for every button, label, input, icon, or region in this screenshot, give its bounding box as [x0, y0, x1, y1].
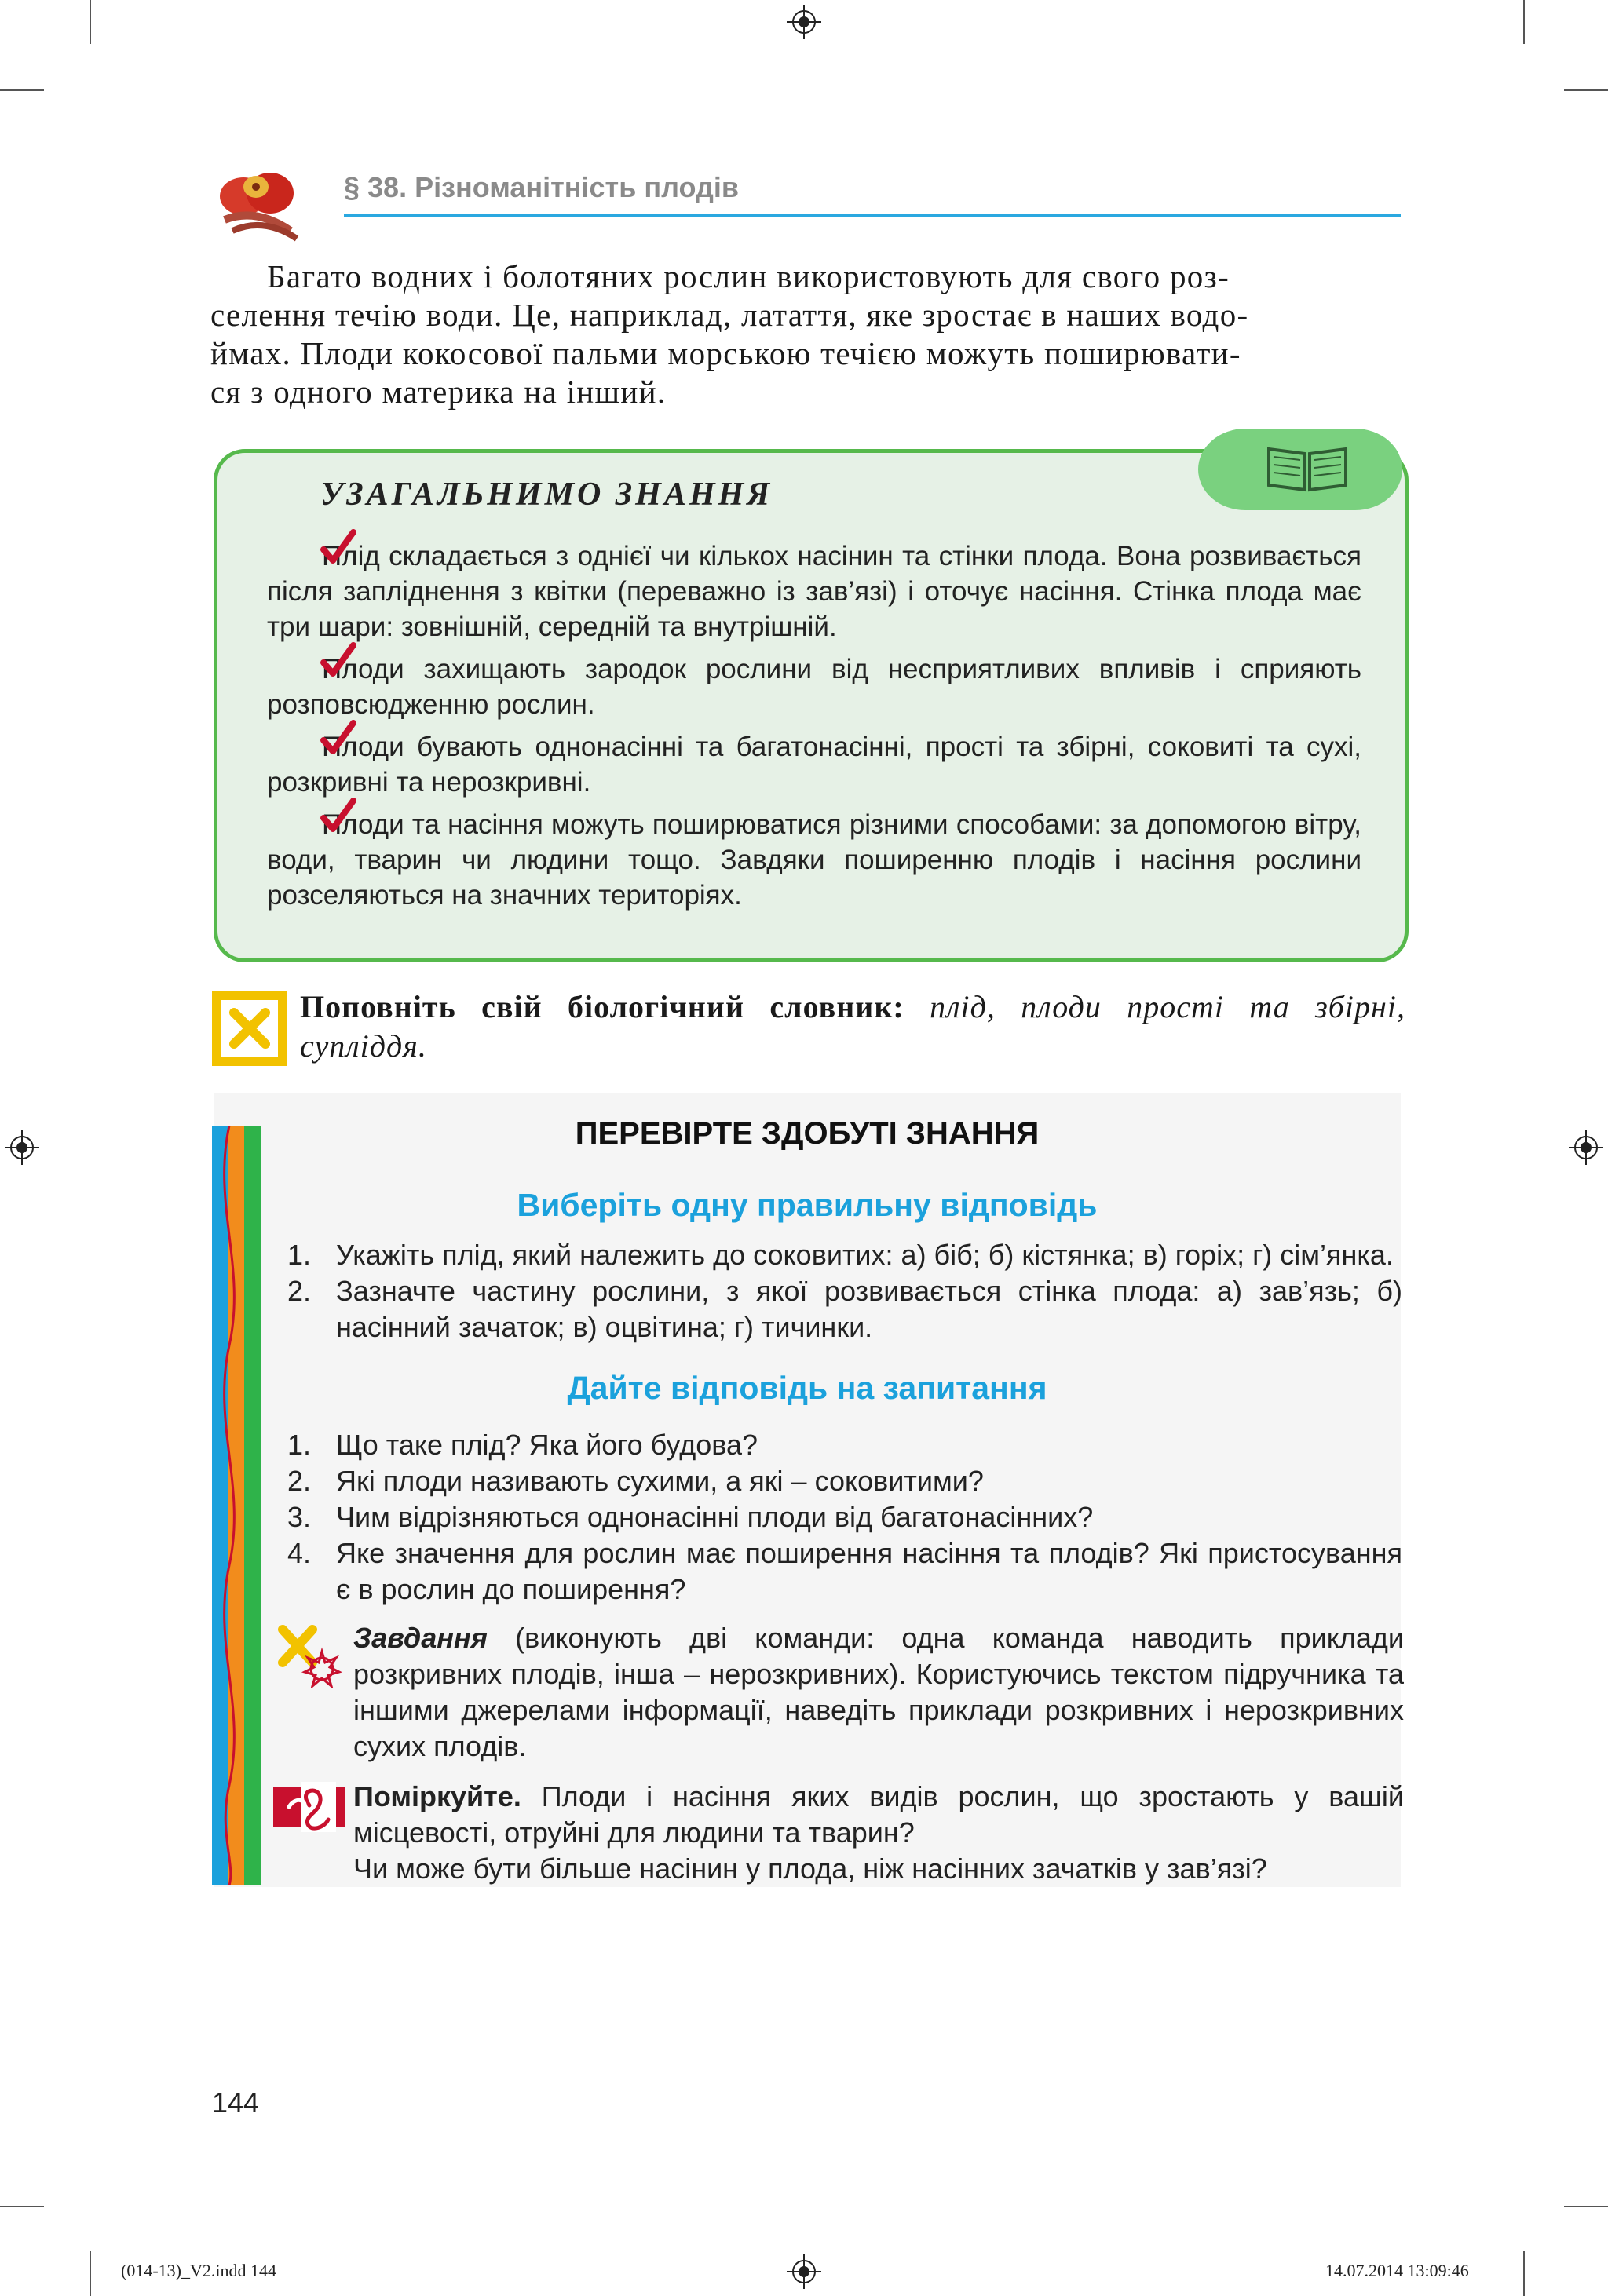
- crop-mark: [1523, 2251, 1525, 2296]
- task-text: (виконують дві команди: одна команда наводить приклади розкривних плодів, інша – нерозкривних). Користуючись текстом підручника та іншими джерелами інформації, наведіть приклади розкривних і нерозкривних сухих плодів.: [353, 1622, 1404, 1762]
- crop-mark: [1564, 2206, 1608, 2207]
- crop-mark: [1523, 0, 1525, 44]
- intro-line: селення течію води. Це, наприклад, латаття, яке зростає в наших водо-: [210, 297, 1249, 333]
- question-text: Чим відрізняються однонасінні плоди від багатонасінних?: [336, 1501, 1094, 1533]
- registration-mark-icon: [787, 2254, 821, 2289]
- crop-mark: [0, 89, 44, 91]
- summary-item-text: Плоди захищають зародок рослини від несприятливих впливів і сприяють розповсюдженню рослин.: [267, 654, 1361, 720]
- summary-item-text: Плоди та насіння можуть поширюватися різними способами: за допомогою вітру, води, тварин чи людини тощо. Завдяки поширенню плодів і насіння рослини розселяються на значних територіях.: [267, 809, 1361, 911]
- question-item: [287, 1499, 1402, 1535]
- intro-line: Багато водних і болотяних рослин використовують для свого роз-: [267, 258, 1230, 294]
- dictionary-prompt: [300, 987, 1405, 1066]
- question-number: 2.: [287, 1275, 312, 1307]
- dictionary-lead: Поповніть свій біологічний словник:: [300, 989, 904, 1024]
- summary-item: [267, 652, 1361, 722]
- print-slug-date: 14.07.2014 13:09:46: [1325, 2261, 1469, 2280]
- header-rule: [344, 214, 1401, 217]
- intro-line: ся з одного материка на інший.: [210, 374, 667, 410]
- answer-list: [287, 1427, 1402, 1608]
- question-item: [287, 1535, 1402, 1608]
- question-text: Укажіть плід, який належить до соковитих: а) біб; б) кістянка; в) горіх; г) сім’янка.: [336, 1239, 1394, 1271]
- open-book-icon: [1264, 443, 1350, 495]
- think-block: [353, 1779, 1404, 1887]
- question-number: 2.: [287, 1465, 312, 1497]
- think-label: Поміркуйте.: [353, 1780, 521, 1812]
- summary-item-text: Плоди бувають однонасінні та багатонасінні, прості та збірні, соковиті та сухі, розкривні та нерозкривні.: [267, 732, 1361, 798]
- question-item: [287, 1427, 1402, 1463]
- check-title: ПЕРЕВІРТЕ ЗДОБУТІ ЗНАННЯ: [575, 1116, 1040, 1151]
- registration-mark-icon: [5, 1130, 39, 1165]
- summary-book-tab: [1198, 429, 1402, 510]
- decorative-stripes: [212, 1126, 261, 1885]
- check-mark-icon: [320, 642, 356, 678]
- task-label: Завдання: [353, 1622, 488, 1654]
- summary-item: [267, 807, 1361, 913]
- crop-mark: [0, 2206, 44, 2207]
- task-block: [353, 1620, 1404, 1765]
- think-text: Плоди і насіння яких видів рослин, що зростають у вашій місцевості, отруйні для людини та тварин?: [353, 1780, 1404, 1849]
- think-icon: [273, 1782, 345, 1832]
- answer-heading: Дайте відповідь на запитання: [567, 1370, 1047, 1406]
- summary-list: [267, 538, 1361, 920]
- question-number: 4.: [287, 1537, 312, 1569]
- question-number: 3.: [287, 1501, 312, 1533]
- summary-title: УЗАГАЛЬНИМО ЗНАННЯ: [320, 476, 773, 513]
- dictionary-terms: плід, плоди прості та збірні, супліддя.: [300, 989, 1405, 1064]
- task-icon: [276, 1622, 342, 1688]
- question-item: [287, 1463, 1402, 1499]
- section-title: § 38. Різноманітність плодів: [344, 171, 739, 203]
- intro-line: ймах. Плоди кокосової пальми морською течією можуть поширювати-: [210, 335, 1241, 371]
- summary-item: [267, 729, 1361, 800]
- crop-mark: [1564, 89, 1608, 91]
- flower-decor-icon: [209, 165, 303, 243]
- question-item: [287, 1237, 1402, 1273]
- summary-item-text: Плід складається з однієї чи кількох насінин та стінки плода. Вона розвивається після запліднення з квітки (переважно із зав’язі) і оточує насіння. Стінка плода має три шари: зовнішній, середній та внутрішній.: [267, 541, 1361, 642]
- think-text-2: Чи може бути більше насінин у плода, ніж насінних зачатків у зав’язі?: [353, 1852, 1267, 1885]
- registration-mark-icon: [1569, 1130, 1603, 1165]
- check-mark-icon: [320, 529, 356, 565]
- question-text: Зазначте частину рослини, з якої розвивається стінка плода: а) зав’язь; б) насінний зачаток; в) оцвітина; г) тичинки.: [336, 1275, 1402, 1343]
- dictionary-icon: [212, 991, 287, 1066]
- question-text: Що таке плід? Яка його будова?: [336, 1429, 758, 1461]
- page-number: 144: [212, 2086, 260, 2119]
- question-text: Які плоди називають сухими, а які – соковитими?: [336, 1465, 984, 1497]
- question-item: [287, 1273, 1402, 1345]
- question-number: 1.: [287, 1239, 312, 1271]
- registration-mark-icon: [787, 5, 821, 39]
- crop-mark: [90, 2251, 91, 2296]
- choose-list: [287, 1237, 1402, 1345]
- question-number: 1.: [287, 1429, 312, 1461]
- print-slug-file: (014-13)_V2.indd 144: [121, 2261, 276, 2280]
- check-mark-icon: [320, 798, 356, 834]
- choose-heading: Виберіть одну правильну відповідь: [517, 1187, 1098, 1223]
- question-text: Яке значення для рослин має поширення насіння та плодів? Які пристосування є в рослин до поширення?: [336, 1537, 1402, 1605]
- check-mark-icon: [320, 720, 356, 756]
- summary-item: [267, 538, 1361, 644]
- intro-paragraph: [210, 257, 1404, 411]
- crop-mark: [90, 0, 91, 44]
